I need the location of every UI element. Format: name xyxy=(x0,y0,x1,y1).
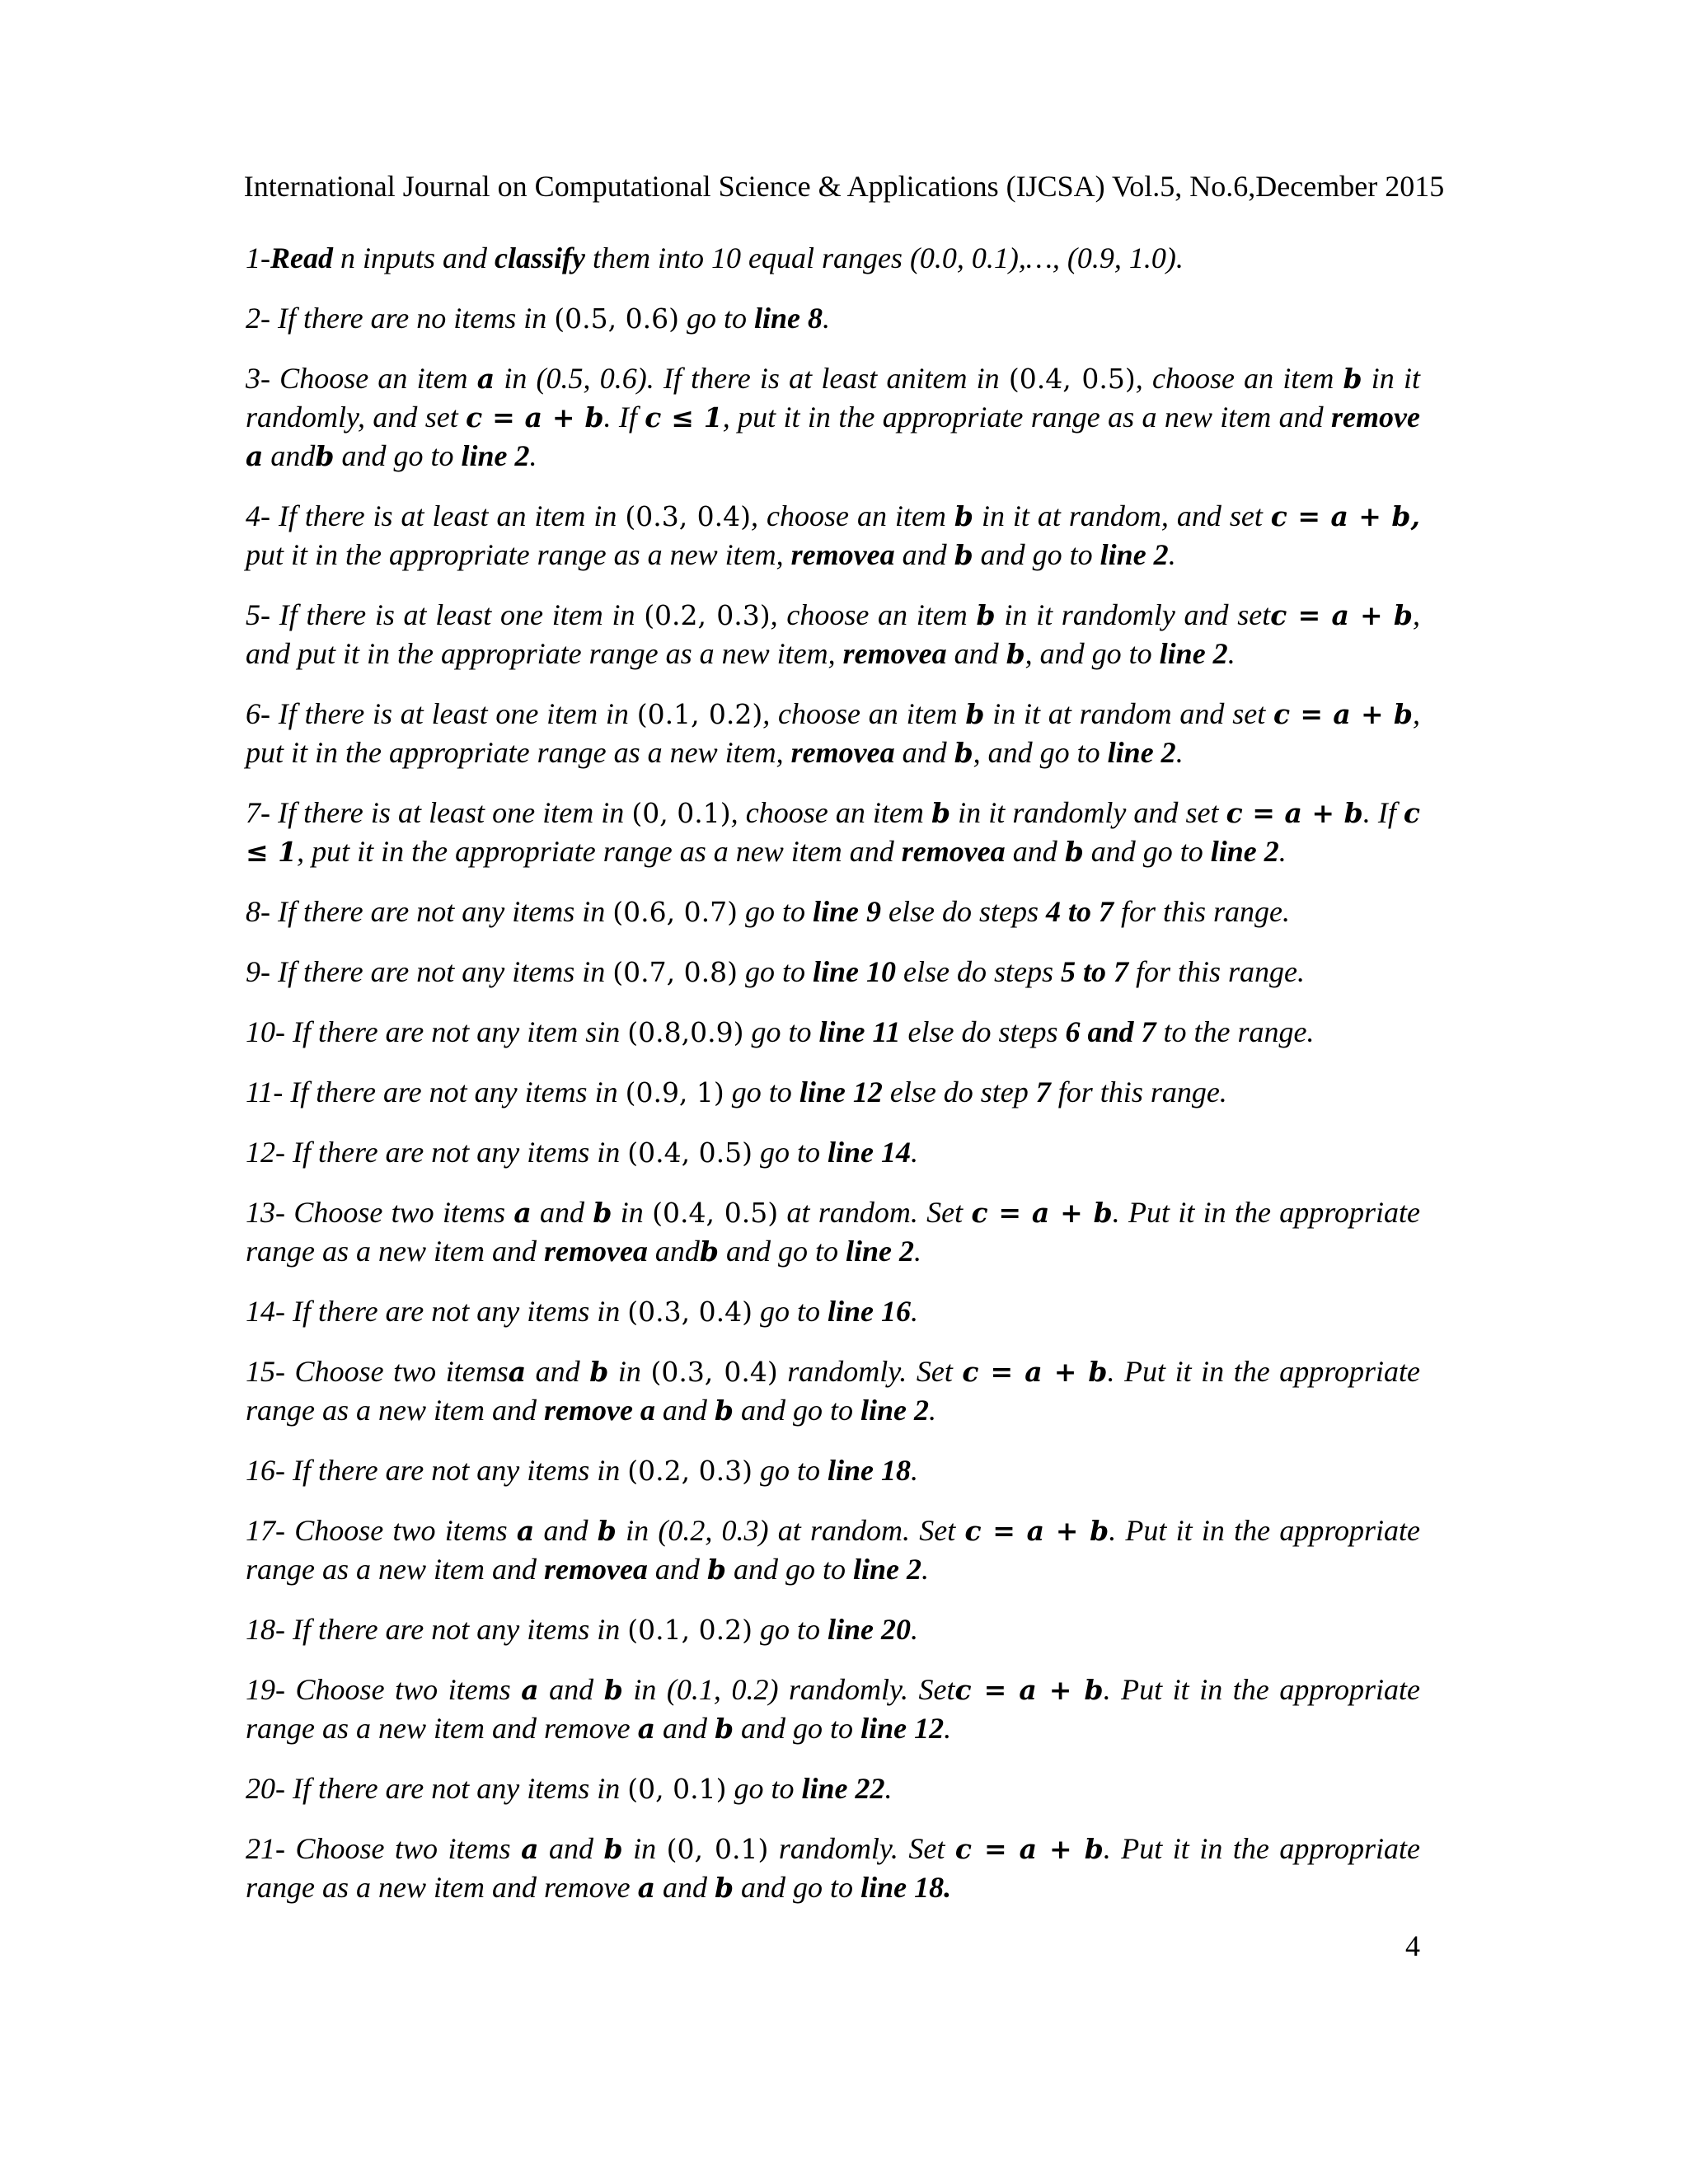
step-10: 10- If there are not any item sin (0.8,0.9) go to line 11 else do steps 6 and 7 to the range. xyxy=(246,1015,1315,1048)
step-21: 21- Choose two items a and b in (0, 0.1) randomly. Set c = a + b. Put it in the appropriate range as a new item and remove a and b and go to line 18. xyxy=(246,1832,1421,1904)
page-number: 4 xyxy=(1405,1929,1420,1962)
step-15: 15- Choose two itemsa and b in (0.3, 0.4) randomly. Set c = a + b. Put it in the appropriate range as a new item and remove a and b and go to line 2. xyxy=(246,1355,1420,1427)
step-6: 6- If there is at least one item in (0.1, 0.2), choose an item b in it at random and set c = a + b, put it in the appropriate range as a new item, removea and b, and go to line 2. xyxy=(246,697,1420,769)
step-12: 12- If there are not any items in (0.4, 0.5) go to line 14. xyxy=(246,1136,918,1169)
algorithm-steps xyxy=(246,239,1420,1929)
step-3: 3- Choose an item a in (0.5, 0.6). If there is at least anitem in (0.4, 0.5), choose an item b in it randomly, and set c = a + b. If c ≤ 1, put it in the appropriate range as a new item and remove a andb and go to line 2. xyxy=(246,362,1420,472)
step-4: 4- If there is at least an item in (0.3, 0.4), choose an item b in it at random, and set c = a + b, put it in the appropriate range as a new item, removea and b and go to line 2. xyxy=(246,499,1420,571)
step-8: 8- If there are not any items in (0.6, 0.7) go to line 9 else do steps 4 to 7 for this range. xyxy=(246,895,1290,928)
step-17: 17- Choose two items a and b in (0.2, 0.3) at random. Set c = a + b. Put it in the appropriate range as a new item and removea and b and go to line 2. xyxy=(246,1514,1420,1586)
step-9: 9- If there are not any items in (0.7, 0.8) go to line 10 else do steps 5 to 7 for this range. xyxy=(246,955,1305,988)
step-14: 14- If there are not any items in (0.3, 0.4) go to line 16. xyxy=(246,1295,918,1328)
step-20: 20- If there are not any items in (0, 0.1) go to line 22. xyxy=(246,1772,893,1805)
step-19: 19- Choose two items a and b in (0.1, 0.2) randomly. Setc = a + b. Put it in the appropriate range as a new item and remove a and b and go to line 12. xyxy=(246,1673,1420,1745)
step-18: 18- If there are not any items in (0.1, 0.2) go to line 20. xyxy=(246,1613,918,1646)
step-13: 13- Choose two items a and b in (0.4, 0.5) at random. Set c = a + b. Put it in the appropriate range as a new item and removea andb and go to line 2. xyxy=(246,1196,1420,1268)
step-16: 16- If there are not any items in (0.2, 0.3) go to line 18. xyxy=(246,1454,918,1487)
step-1: 1-Read n inputs and classify them into 10 equal ranges (0.0, 0.1),…, (0.9, 1.0). xyxy=(246,241,1184,274)
step-7: 7- If there is at least one item in (0, 0.1), choose an item b in it randomly and set c = a + b. If c ≤ 1, put it in the appropriate range as a new item and removea and b and go to line 2. xyxy=(246,796,1421,868)
running-header: International Journal on Computational Science & Applications (IJCSA) Vol.5, No.6,December 2015 xyxy=(243,170,1445,203)
step-5: 5- If there is at least one item in (0.2, 0.3), choose an item b in it randomly and setc = a + b, and put it in the appropriate range as a new item, removea and b, and go to line 2. xyxy=(246,598,1420,670)
step-11: 11- If there are not any items in (0.9, 1) go to line 12 else do step 7 for this range. xyxy=(246,1076,1227,1108)
step-2: 2- If there are no items in (0.5, 0.6) go to line 8. xyxy=(246,302,830,335)
